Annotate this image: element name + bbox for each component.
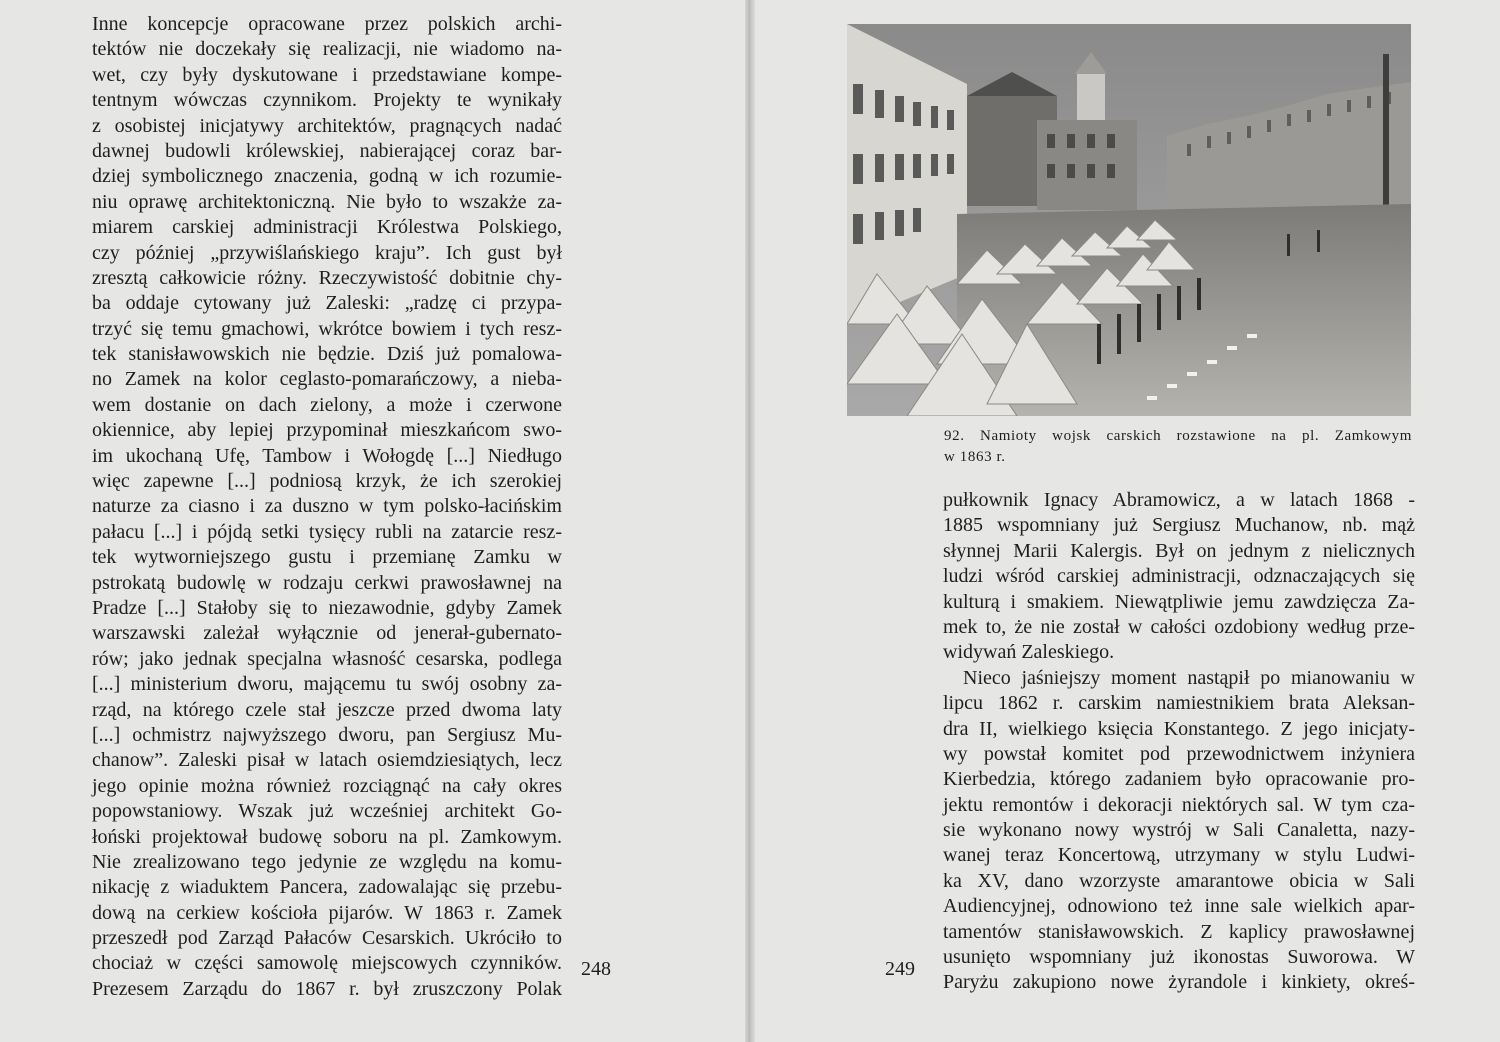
paragraph bbox=[943, 488, 1415, 666]
text-line: dawnej budowli królewskiej, nabierającej coraz bar- bbox=[92, 139, 562, 162]
page-number-right: 249 bbox=[885, 958, 915, 980]
tents-photo-illustration bbox=[847, 24, 1411, 416]
text-line: wy powstał komitet pod przewodnictwem inżyniera bbox=[943, 742, 1415, 765]
paragraph bbox=[92, 12, 562, 1002]
text-line: jektu remontów i dekoracji niektórych sal. W tym cza- bbox=[943, 793, 1415, 816]
text-line: Kierbedzia, którego zadaniem było opracowanie pro- bbox=[943, 768, 1415, 791]
text-line: tek wytworniejszego gustu i przemianę Zamku w bbox=[92, 546, 562, 569]
text-line: warszawski zależał wyłącznie od jenerał-gubernato- bbox=[92, 622, 562, 645]
paragraph bbox=[943, 666, 1415, 996]
text-line: tamentów stanisławowskich. Z kaplicy prawosławnej bbox=[943, 920, 1415, 943]
text-line: [...] ochmistrz najwyższego dworu, pan Sergiusz Mu- bbox=[92, 723, 562, 746]
text-line: Prezesem Zarządu do 1867 r. był zruszczony Polak bbox=[92, 977, 562, 1000]
right-page-text bbox=[943, 488, 1415, 996]
text-line: wanej teraz Koncertową, utrzymany w stylu Ludwi- bbox=[943, 844, 1415, 867]
text-line: okiennice, aby lepiej przypominał mieszkańcom swo- bbox=[92, 419, 562, 442]
text-line: pułkownik Ignacy Abramowicz, a w latach 1868 - bbox=[943, 489, 1415, 511]
book-gutter bbox=[745, 0, 755, 1042]
text-line: Inne koncepcje opracowane przez polskich archi- bbox=[92, 13, 562, 35]
text-line: Pradze [...] Stałoby się to niezawodnie, gdyby Zamek bbox=[92, 596, 562, 619]
text-line: naturze za ciasno i za duszno w tym polsko-łacińskim bbox=[92, 495, 562, 518]
text-line: zresztą całkowicie różny. Rzeczywistość dobitnie chy- bbox=[92, 266, 562, 289]
text-line: chociaż w części samowolę miejscowych czynników. bbox=[92, 952, 562, 975]
text-line: więc zapewne [...] podniosą krzyk, że ich szerokiej bbox=[92, 470, 562, 493]
left-page-text bbox=[92, 12, 562, 1002]
text-line: 1885 wspomniany już Sergiusz Muchanow, nb. mąż bbox=[943, 514, 1415, 537]
text-line: niu oprawę architektoniczną. Nie było to wszakże za- bbox=[92, 190, 562, 213]
text-line: popowstaniowy. Wszak już wcześniej architekt Go- bbox=[92, 800, 562, 823]
text-line: chanow”. Zaleski pisał w latach osiemdziesiątych, lecz bbox=[92, 749, 562, 772]
text-line: Audiencyjnej, odnowiono też inne sale wielkich apar- bbox=[943, 895, 1415, 918]
caption-line: 92. Namioty wojsk carskich rozstawione na pl. Zamkowym bbox=[944, 428, 1412, 444]
text-line: widywań Zaleskiego. bbox=[943, 641, 1115, 664]
text-line: usunięto wspomniany już ikonostas Suworowa. W bbox=[943, 946, 1415, 969]
text-line: Paryżu zakupiono nowe żyrandole i kinkiety, okreś- bbox=[943, 971, 1415, 994]
text-line: Nieco jaśniejszy moment nastąpił po mianowaniu w bbox=[963, 666, 1415, 689]
text-line: trzyć się temu gmachowi, wkrótce bowiem i tych resz- bbox=[92, 317, 562, 340]
text-line: miarem carskiej administracji Królestwa Polskiego, bbox=[92, 216, 562, 239]
text-line: pstrokatą budowlę w rodzaju cerkwi prawosławnej na bbox=[92, 571, 562, 594]
text-line: mek to, że nie został w całości ozdobiony według prze- bbox=[943, 615, 1415, 638]
text-line: im ukochaną Ufę, Tambow i Wołogdę [...] Niedługo bbox=[92, 444, 562, 467]
text-line: rów; jako jednak specjalna własność cesarska, podlega bbox=[92, 647, 562, 670]
text-line: ka XV, dano wzorzyste amarantowe obicia w Sali bbox=[943, 869, 1415, 892]
text-line: przeszedł pod Zarząd Pałaców Cesarskich. Ukróciło to bbox=[92, 927, 562, 950]
text-line: dową na cerkiew kościoła pijarów. W 1863 r. Zamek bbox=[92, 901, 562, 924]
text-line: no Zamek na kolor ceglasto-pomarańczowy, a nieba- bbox=[92, 368, 562, 391]
historical-photo bbox=[847, 24, 1411, 416]
caption-line: w 1863 r. bbox=[944, 449, 1006, 465]
page-number-left: 248 bbox=[581, 958, 611, 980]
text-line: jego opinie można również rozciągnąć na cały okres bbox=[92, 774, 562, 797]
text-line: nikację z wiaduktem Pancera, zadowalając się przebu- bbox=[92, 876, 562, 899]
text-line: kulturą i smakiem. Niewątpliwie jemu zawdzięcza Za- bbox=[943, 590, 1415, 613]
text-line: Nie zrealizowano tego jedynie ze względu na komu- bbox=[92, 850, 562, 873]
text-line: [...] ministerium dworu, mającemu tu swój osobny za- bbox=[92, 673, 562, 696]
left-page bbox=[0, 0, 749, 1042]
text-line: wet, czy były dyskutowane i przedstawiane kompe- bbox=[92, 63, 562, 86]
text-line: tentnym wówczas czynnikom. Projekty te wynikały bbox=[92, 89, 562, 112]
text-line: słynnej Marii Kalergis. Był on jednym z nielicznych bbox=[943, 539, 1415, 562]
text-line: dra II, wielkiego księcia Konstantego. Z jego inicjaty- bbox=[943, 717, 1415, 740]
text-line: ba oddaje cytowany już Zaleski: „radzę ci przypa- bbox=[92, 292, 562, 315]
text-line: czy później „przywiślańskiego kraju”. Ich gust był bbox=[92, 241, 562, 264]
text-line: ludzi wśród carskiej administracji, odznaczających się bbox=[943, 565, 1415, 588]
text-line: tektów nie doczekały się realizacji, nie wiadomo na- bbox=[92, 38, 562, 61]
text-line: łoński projektował budowę soboru na pl. Zamkowym. bbox=[92, 825, 562, 848]
photo-caption bbox=[944, 426, 1412, 468]
text-line: sie wykonano nowy wystrój w Sali Canaletta, nazy- bbox=[943, 819, 1415, 842]
text-line: pałacu [...] i pójdą setki tysięcy rubli na zatarcie resz- bbox=[92, 520, 562, 543]
text-line: wem dostanie on dach zielony, a może i czerwone bbox=[92, 393, 562, 416]
text-line: tek stanisławowskich nie będzie. Dziś już pomalowa- bbox=[92, 343, 562, 366]
text-line: dziej symbolicznego znaczenia, godną w ich rozumie- bbox=[92, 165, 562, 188]
text-line: z osobistej inicjatywy architektów, pragnących nadać bbox=[92, 114, 562, 137]
text-line: lipcu 1862 r. carskim namiestnikiem brata Aleksan- bbox=[943, 692, 1415, 715]
text-line: rząd, na którego czele stał jeszcze przed dwoma laty bbox=[92, 698, 562, 721]
